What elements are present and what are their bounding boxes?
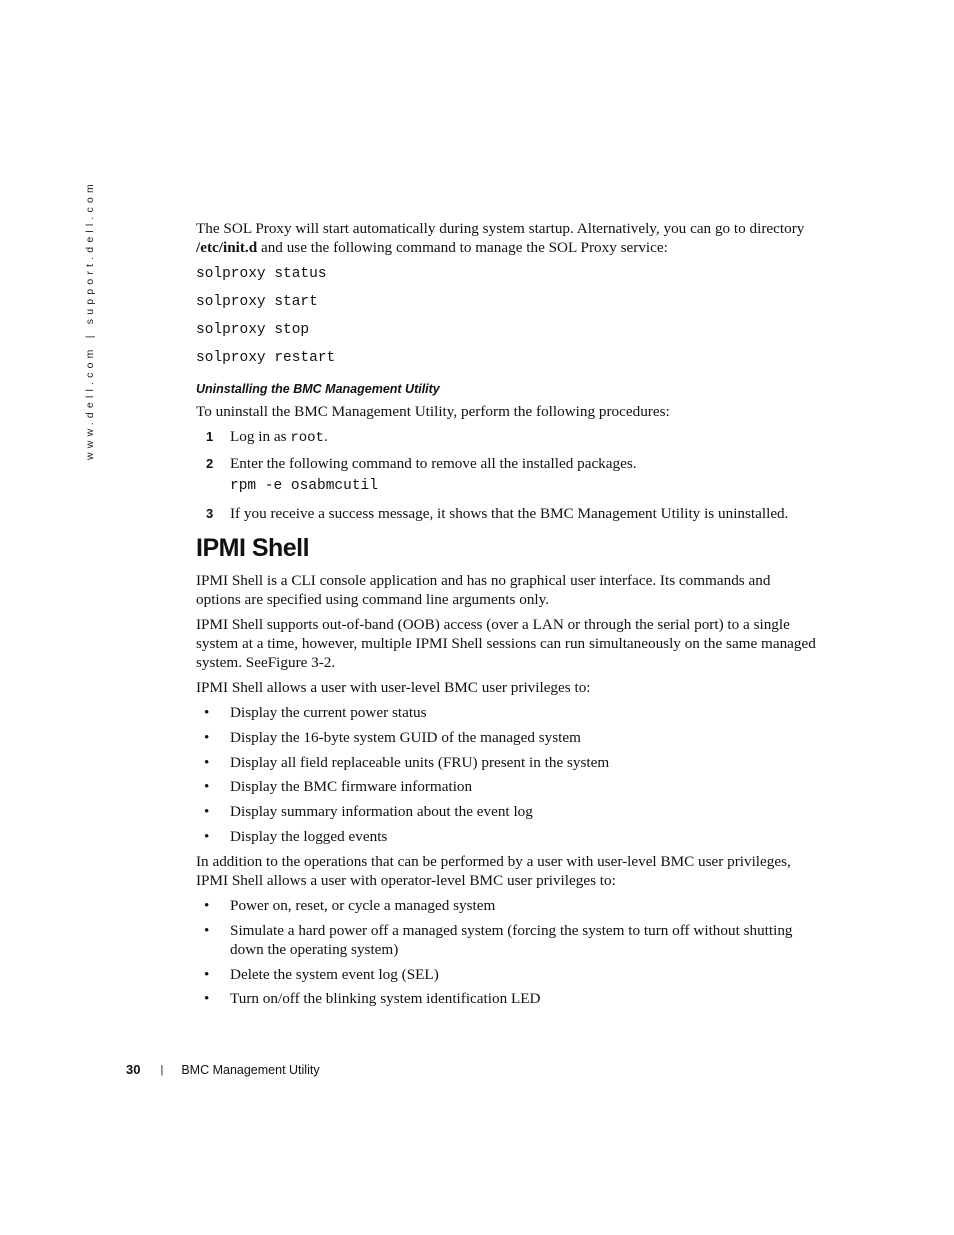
- command-list: [196, 260, 816, 372]
- step-number: 3: [206, 506, 214, 521]
- step-number: 2: [206, 456, 214, 471]
- ipmi-paragraph-2: IPMI Shell supports out-of-band (OOB) access (over a LAN or through the serial port) to a single system at a time, however, multiple IPMI Shell sessions can run simultaneously on the same managed system. SeeFigure 3-2.: [196, 616, 816, 671]
- bullet-icon: •: [204, 803, 210, 821]
- list-item: • Display the BMC firmware information: [196, 777, 816, 796]
- list-item: • Display all field replaceable units (FRU) present in the system: [196, 753, 816, 772]
- uninstall-steps: [196, 427, 816, 523]
- bullet-icon: •: [204, 990, 210, 1008]
- side-url: www.dell.com | support.dell.com: [84, 180, 96, 460]
- bullet-icon: •: [204, 827, 210, 845]
- step-2: [196, 454, 816, 473]
- operator-privileges-list: [196, 896, 816, 1008]
- step-1: [196, 427, 816, 448]
- step-number: 1: [206, 429, 214, 444]
- command-start: solproxy start: [196, 294, 318, 310]
- uninstall-heading: Uninstalling the BMC Management Utility: [196, 382, 440, 396]
- step-text: Enter the following command to remove all the installed packages.: [230, 455, 637, 472]
- step-3: [196, 504, 816, 523]
- section-title: IPMI Shell: [196, 534, 310, 562]
- bullet-icon: •: [204, 896, 210, 914]
- command-stop: solproxy stop: [196, 322, 310, 338]
- list-item: • Display summary information about the event log: [196, 802, 816, 821]
- list-item: • Power on, reset, or cycle a managed system: [196, 896, 816, 915]
- list-item: • Display the logged events: [196, 827, 816, 846]
- command-restart: solproxy restart: [196, 350, 336, 366]
- list-item: • Delete the system event log (SEL): [196, 965, 816, 984]
- list-item: • Simulate a hard power off a managed system (forcing the system to turn off without shutting down the operating system): [196, 921, 816, 959]
- bullet-icon: •: [204, 728, 210, 746]
- uninstall-intro: To uninstall the BMC Management Utility, perform the following procedures:: [196, 403, 670, 420]
- rpm-command: rpm -e osabmcutil: [230, 478, 378, 494]
- footer-separator: |: [160, 1063, 164, 1076]
- footer-section: BMC Management Utility: [181, 1062, 320, 1077]
- step-text: If you receive a success message, it shows that the BMC Management Utility is uninstalled.: [230, 505, 789, 522]
- step-text: Log in as root.: [230, 428, 328, 446]
- intro-paragraph: The SOL Proxy will start automatically during system startup. Alternatively, you can go to directory /etc/init.d and use the following command to manage the SOL Proxy service:: [196, 220, 805, 256]
- page-footer: [126, 1062, 320, 1077]
- list-item: • Display the current power status: [196, 703, 816, 722]
- bullet-icon: •: [204, 753, 210, 771]
- bullet-icon: •: [204, 704, 210, 721]
- command-status: solproxy status: [196, 266, 327, 282]
- list-item: • Turn on/off the blinking system identification LED: [196, 989, 816, 1008]
- page-number: 30: [126, 1062, 141, 1077]
- ipmi-paragraph-3: IPMI Shell allows a user with user-level BMC user privileges to:: [196, 679, 591, 696]
- bullet-icon: •: [204, 965, 210, 983]
- bullet-icon: •: [204, 921, 210, 939]
- list-item: • Display the 16-byte system GUID of the managed system: [196, 728, 816, 747]
- page-content: [196, 219, 816, 1014]
- ipmi-paragraph-1: IPMI Shell is a CLI console application and has no graphical user interface. Its commands and options are specified using command line arguments only.: [196, 572, 771, 608]
- init-path: /etc/init.d: [196, 239, 258, 256]
- user-privileges-list: [196, 703, 816, 846]
- bullet-icon: •: [204, 778, 210, 796]
- ipmi-paragraph-4: In addition to the operations that can be performed by a user with user-level BMC user privileges, IPMI Shell allows a user with operator-level BMC user privileges to:: [196, 852, 791, 889]
- inline-code: root: [290, 430, 324, 446]
